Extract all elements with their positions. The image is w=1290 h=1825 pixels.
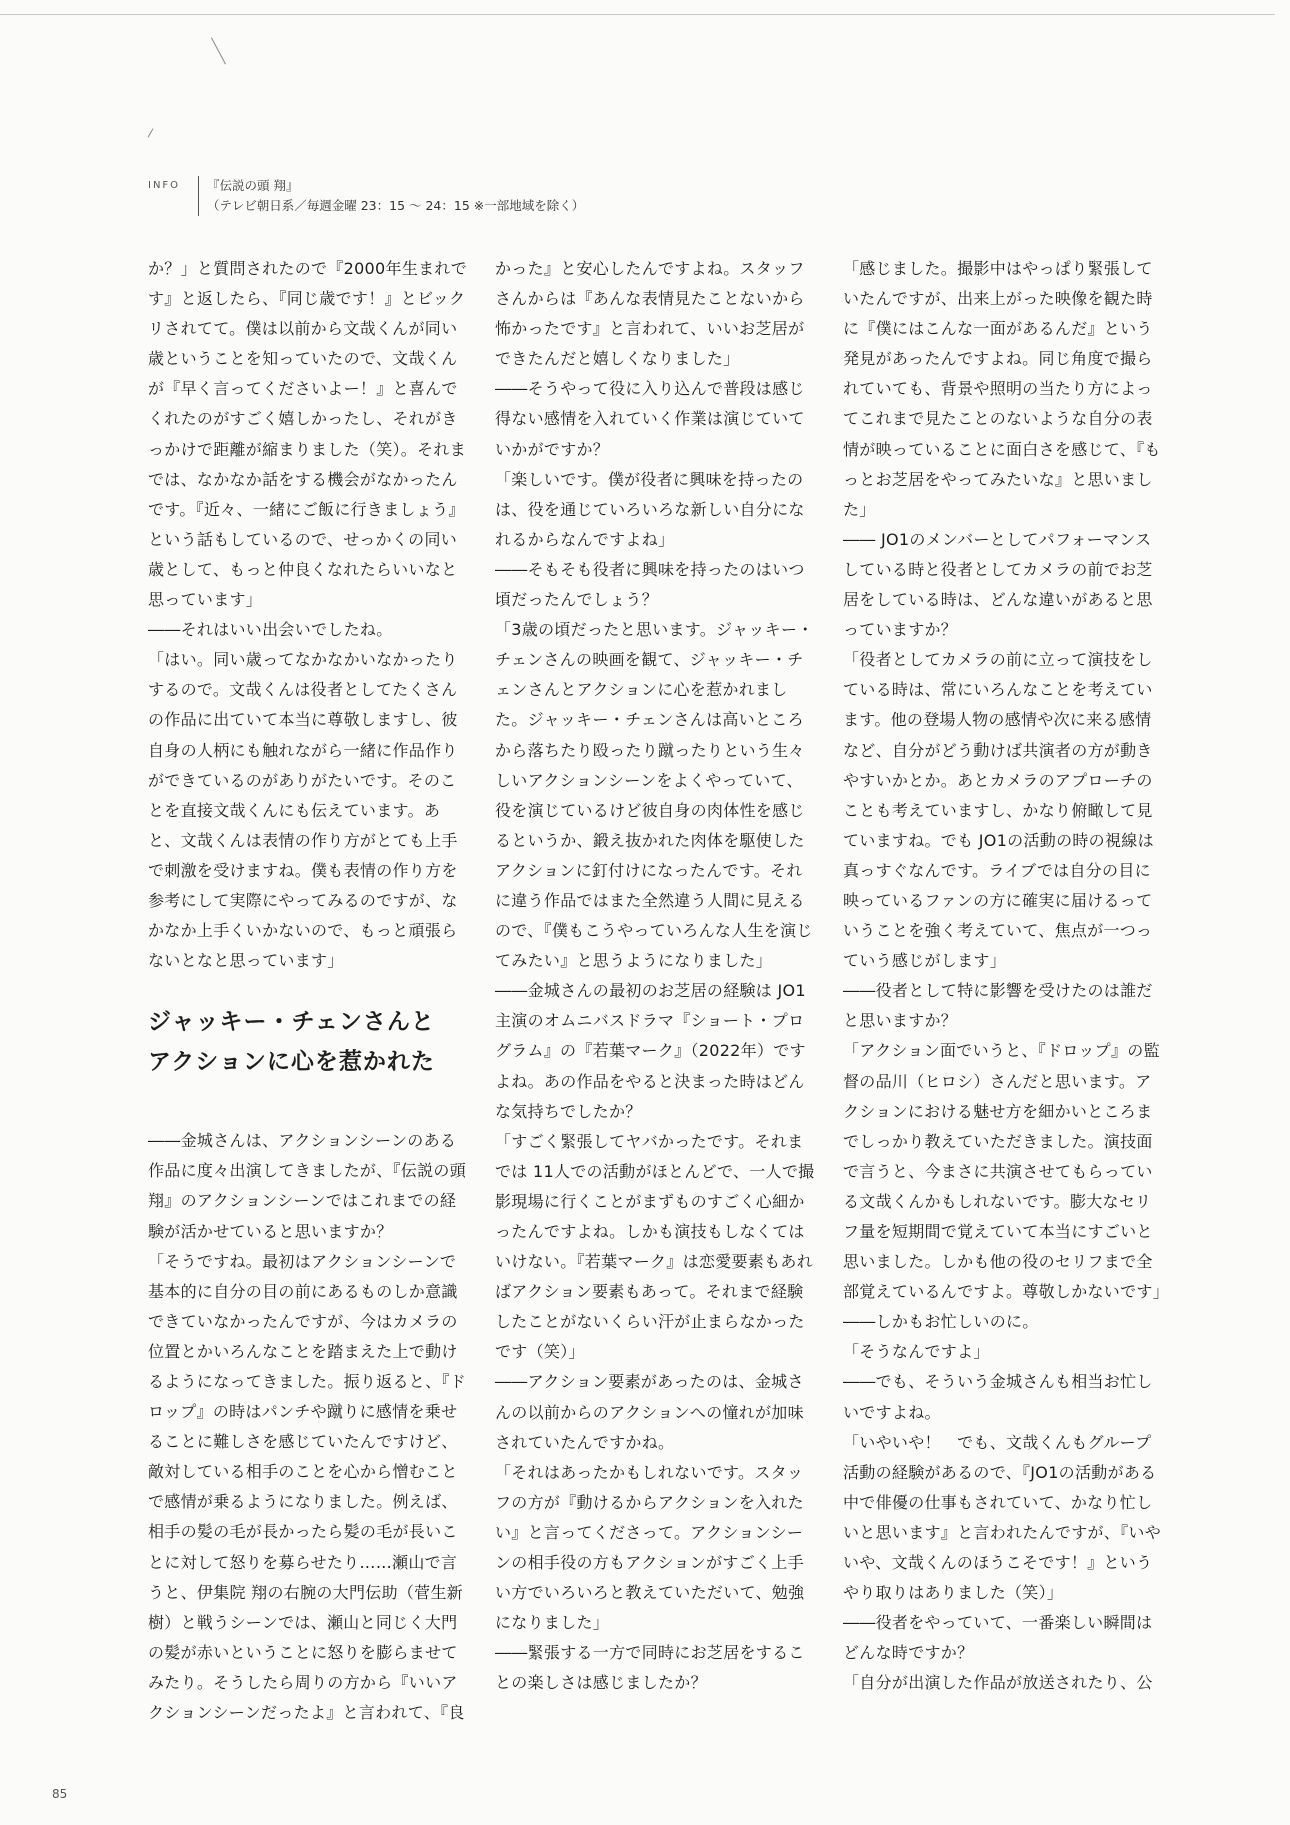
paragraph: かった』と安心したんですよね。スタッフさんからは『あんな表情見たことないから怖かったです』と言われて、いいお芝居ができたんだと嬉しくなりました」 [495,259,805,369]
question: ――それはいい出会いでしたね。 [148,620,393,640]
paragraph: 「楽しいです。僕が役者に興味を持ったのは、役を通じていろいろな新しい自分になれるからなんですよね」 [495,469,805,549]
scan-mark [211,38,226,65]
question: ――役者をやっていて、一番楽しい瞬間はどんな時ですか？ [843,1613,1153,1663]
paragraph: 「アクション面でいうと、『ドロップ』の監督の品川（ヒロシ）さんだと思います。アクションにおける魅せ方を細かいところまでしっかり教えていただきました。演技面で言うと、今まさに共演させてもらっている文哉くんかもしれないです。膨大なセリフ量を短期間で覚えていて本当にすごいと思いました。しかも他の役のセリフまで全部覚えているんですよ。尊敬しかないです」 [843,1041,1170,1302]
section-heading [148,1002,468,1082]
paragraph: 「それはあったかもしれないです。スタッフの方が『動けるからアクションを入れたい』と言ってくださって。アクションシーンの相手役の方もアクションがすごく上手い方でいろいろと教えていただいて、勉強になりました」 [495,1462,805,1633]
column-3 [843,254,1170,1699]
paragraph: 「感じました。撮影中はやっぱり緊張していたんですが、出来上がった映像を観た時に『僕にはこんな一面があるんだ』という発見があったんですよね。同じ角度で撮られていても、背景や照明の当たり方によってこれまで見たことのないような自分の表情が映っていることに面白さを感じて、『もっとお芝居をやってみたいな』と思いました」 [843,259,1161,519]
page-number: 85 [52,1787,68,1801]
question: ――緊張する一方で同時にお芝居をすることの楽しさは感じましたか？ [495,1643,805,1693]
paragraph: か？」と質問されたので『2000年生まれです』と返したら、『同じ歳です！』とビックリされてて。僕は以前から文哉くんが同い歳ということを知っていたので、文哉くんが『早く言ってくださいよー！』と喜んでくれたのがすごく嬉しかったし、それがきっかけで距離が縮まりました（笑）。それまでは、なかなか話をする機会がなかったんです。『近々、一緒にご飯に行きましょう』という話もしているので、せっかくの同い歳として、もっと仲良くなれたらいいなと思っています」 [148,259,468,610]
paragraph: 「すごく緊張してヤバかったです。それまでは 11人での活動がほとんどで、一人で撮影現場に行くことがまずものすごく心細かったんですよね。しかも演技もしなくてはいけない。『若葉マーク』は恋愛要素もあればアクション要素もあって。それまで経験したことがないくらい汗が止まらなかったです（笑）」 [495,1131,815,1362]
question: ――でも、そういう金城さんも相当お忙しいですよね。 [843,1372,1153,1422]
question: ――金城さんは、アクションシーンのある作品に度々出演してきましたが、『伝説の頭 翔』のアクションシーンではこれまでの経験が活かせていると思いますか？ [148,1131,467,1241]
paragraph: 「はい。同い歳ってなかなかいなかったりするので。文哉くんは役者としてたくさんの作品に出ていて本当に尊敬しますし、彼自身の人柄にも触れながら一緒に作品作りができているのがありがたいです。そのことを直接文哉くんにも伝えています。あと、文哉くんは表情の作り方がとても上手で刺激を受けますね。僕も表情の作り方を参考にして実際にやってみるのですが、なかなか上手くいかないので、もっと頑張らないとなと思っています」 [148,650,458,971]
question: ――アクション要素があったのは、金城さんの以前からのアクションへの憧れが加味されていたんですかね。 [495,1372,804,1452]
info-box [148,176,584,216]
question: ――役者として特に影響を受けたのは誰だと思いますか？ [843,981,1153,1031]
question: ――しかもお忙しいのに。 [843,1312,1039,1332]
info-title: 『伝説の頭 翔』 [207,178,299,193]
scan-mark [148,128,154,137]
question: ――そうやって役に入り込んで普段は感じ得ない感情を入れていく作業は演じていていかがですか？ [495,379,805,459]
column-1 [148,254,468,1728]
heading-line-1: ジャッキー・チェンさんと [148,1009,435,1036]
heading-line-2: アクションに心を惹かれた [148,1049,435,1076]
paragraph: 「いやいや！ でも、文哉くんもグループ活動の経験があるので、『JO1の活動がある中で俳優の仕事もされていて、かなり忙しいと思います』と言われたんですが、『いやいや、文哉くんのほうこそです！』というやり取りはありました（笑）」 [843,1432,1162,1603]
paragraph: 「そうですね。最初はアクションシーンで基本的に自分の目の前にあるものしか意識できていなかったんですが、今はカメラの位置とかいろんなことを踏まえた上で動けるようになってきました。振り返ると、『ドロップ』の時はパンチや蹴りに感情を乗せることに難しさを感じていたんですけど、敵対している相手のことを心から憎むことで感情が乗るようになりました。例えば、相手の髪の毛が長かったら髪の毛が長いことに対して怒りを募らせたり……瀬山で言うと、伊集院 翔の右腕の大門伝助（菅生新樹）と戦うシーンでは、瀬山と同じく大門の髪が赤いということに怒りを膨らませてみたり。そうしたら周りの方から『いいアクションシーンだったよ』と言われて、『良 [148,1251,467,1723]
paragraph: 「自分が出演した作品が放送されたり、公 [843,1673,1153,1693]
info-text [207,176,584,216]
column-2 [495,254,815,1699]
info-divider [198,176,199,216]
question: ―― JO1のメンバーとしてパフォーマンスしている時と役者としてカメラの前でお芝居をしている時は、どんな違いがあると思っていますか？ [843,529,1153,640]
question: ――金城さんの最初のお芝居の経験は JO1主演のオムニバスドラマ『ショート・プログラム』の『若葉マーク』（2022年）ですよね。あの作品をやると決まった時はどんな気持ちでしたか？ [495,981,806,1121]
top-rule [0,14,1275,15]
question: ――そもそも役者に興味を持ったのはいつ頃だったんでしょう？ [495,559,805,610]
info-broadcast: （テレビ朝日系／毎週金曜 23：15 〜 24：15 ※一部地域を除く） [207,198,585,213]
paragraph: 「3歳の頃だったと思います。ジャッキー・チェンさんの映画を観て、ジャッキー・チェンさんとアクションに心を惹かれました。ジャッキー・チェンさんは高いところから落ちたり殴ったり蹴ったりという生々しいアクションシーンをよくやっていて、役を演じているけど彼自身の肉体性を感じるというか、鍛え抜かれた肉体を駆使したアクションに釘付けになったんです。それに違う作品ではまた全然違う人間に見えるので、『僕もこうやっていろんな人生を演じてみたい』と思うようになりました」 [495,620,814,971]
paragraph: 「そうなんですよ」 [843,1342,990,1362]
paragraph: 「役者としてカメラの前に立って演技をしている時は、常にいろんなことを考えています。他の登場人物の感情や次に来る感情など、自分がどう動けば共演者の方が動きやすいかとか。あとカメラのアプローチのことも考えていますし、かなり俯瞰して見ていますね。でも JO1の活動の時の視線は真っすぐなんです。ライブでは自分の目に映っているファンの方に確実に届けるっていうことを強く考えていて、焦点が一つっていう感じがします」 [843,650,1154,971]
info-label: INFO [148,180,181,191]
